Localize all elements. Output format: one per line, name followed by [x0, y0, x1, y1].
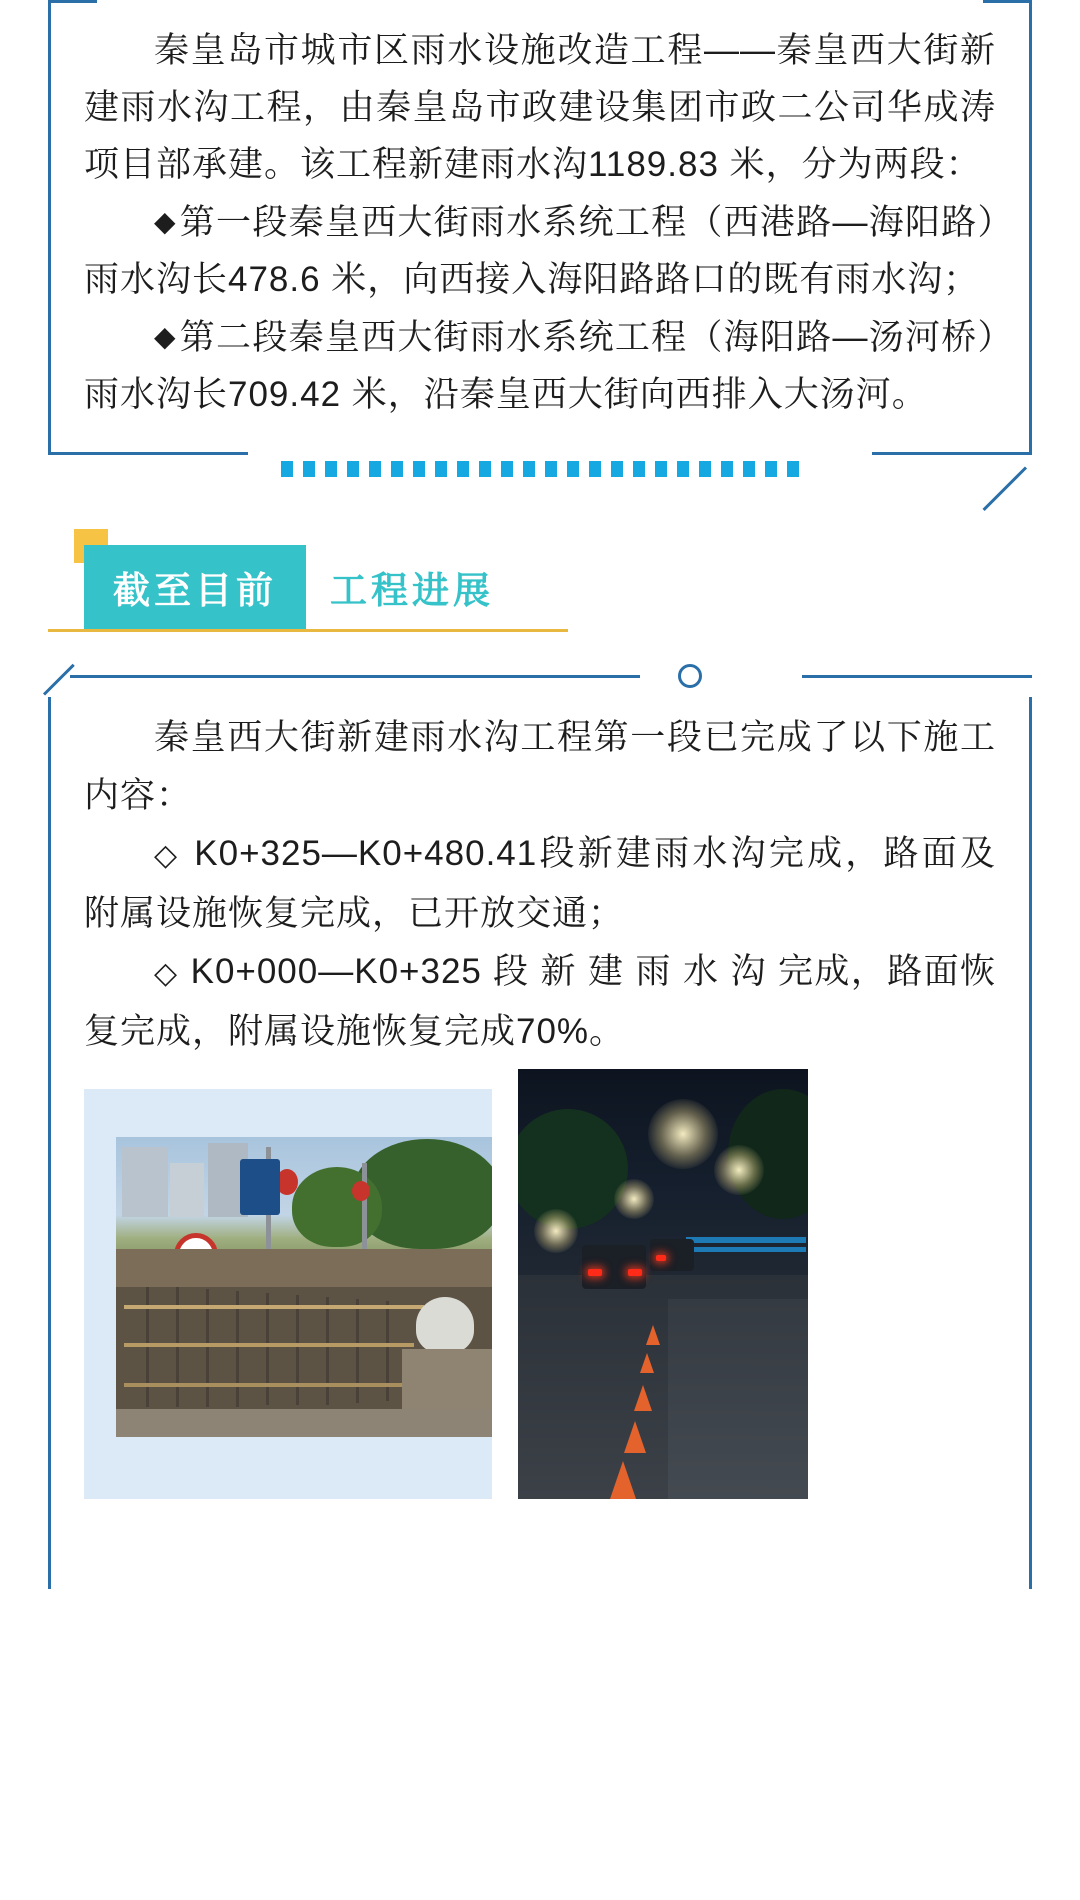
- hollow-diamond-bullet-icon: ◇: [154, 957, 180, 990]
- progress-item-2: [84, 943, 996, 1061]
- heading-underline: [48, 629, 568, 632]
- tab-current-status[interactable]: [84, 545, 306, 629]
- night-road-photo: [518, 1069, 808, 1499]
- tab-current-status-label: 截至目前: [113, 570, 277, 611]
- intro-card: [48, 0, 1032, 489]
- card-edge-right: [1029, 0, 1032, 455]
- intro-paragraph-3-text: 第二段秦皇西大街雨水系统工程（海阳路—汤河桥）雨水沟长709.42 米，沿秦皇西大街向西排入大汤河。: [84, 318, 996, 414]
- progress-card-top-line-right: [802, 675, 1032, 678]
- progress-text: [48, 675, 1032, 1061]
- hollow-diamond-bullet-icon: ◇: [154, 839, 182, 872]
- card-edge-left: [48, 0, 51, 455]
- intro-text: [48, 10, 1032, 423]
- intro-paragraph-1: 秦皇岛市城市区雨水设施改造工程——秦皇西大街新建雨水沟工程，由秦皇岛市政建设集团市政二公司华成涛项目部承建。该工程新建雨水沟1189.83 米，分为两段：: [84, 31, 996, 184]
- tab-project-progress-label: 工程进展: [330, 570, 494, 611]
- tab-project-progress[interactable]: [330, 545, 494, 629]
- progress-item-1: [84, 825, 996, 943]
- daytime-construction-photo: [116, 1137, 492, 1437]
- diamond-bullet-icon: ◆: [154, 206, 180, 237]
- daytime-photo-art: [116, 1137, 492, 1437]
- intro-paragraph-2-text: 第一段秦皇西大街雨水系统工程（西港路—海阳路）雨水沟长478.6 米，向西接入海阳路路口的既有雨水沟；: [84, 203, 996, 299]
- night-photo-art: [518, 1069, 808, 1499]
- circle-node-icon: [678, 664, 702, 688]
- progress-card-top-line-left: [70, 675, 640, 678]
- progress-lead: 秦皇西大街新建雨水沟工程第一段已完成了以下施工内容：: [84, 718, 996, 815]
- progress-item-1-text: K0+325—K0+480.41段新建雨水沟完成，路面及附属设施恢复完成，已开放交通；: [84, 834, 997, 933]
- intro-paragraph-3: [84, 308, 996, 423]
- card-corner-top-right: [983, 0, 1032, 49]
- diamond-bullet-icon: ◆: [154, 321, 180, 352]
- card-corner-top-left: [48, 0, 97, 49]
- intro-paragraph-2: [84, 193, 996, 308]
- section-heading: [48, 529, 1032, 649]
- dotted-divider: [48, 449, 1032, 489]
- progress-item-2-text: K0+000—K0+325 段 新 建 雨 水 沟 完成，路面恢复完成，附属设施恢复完成70%。: [84, 952, 996, 1051]
- progress-card: [48, 675, 1032, 1589]
- photo-gallery: [48, 1089, 1032, 1559]
